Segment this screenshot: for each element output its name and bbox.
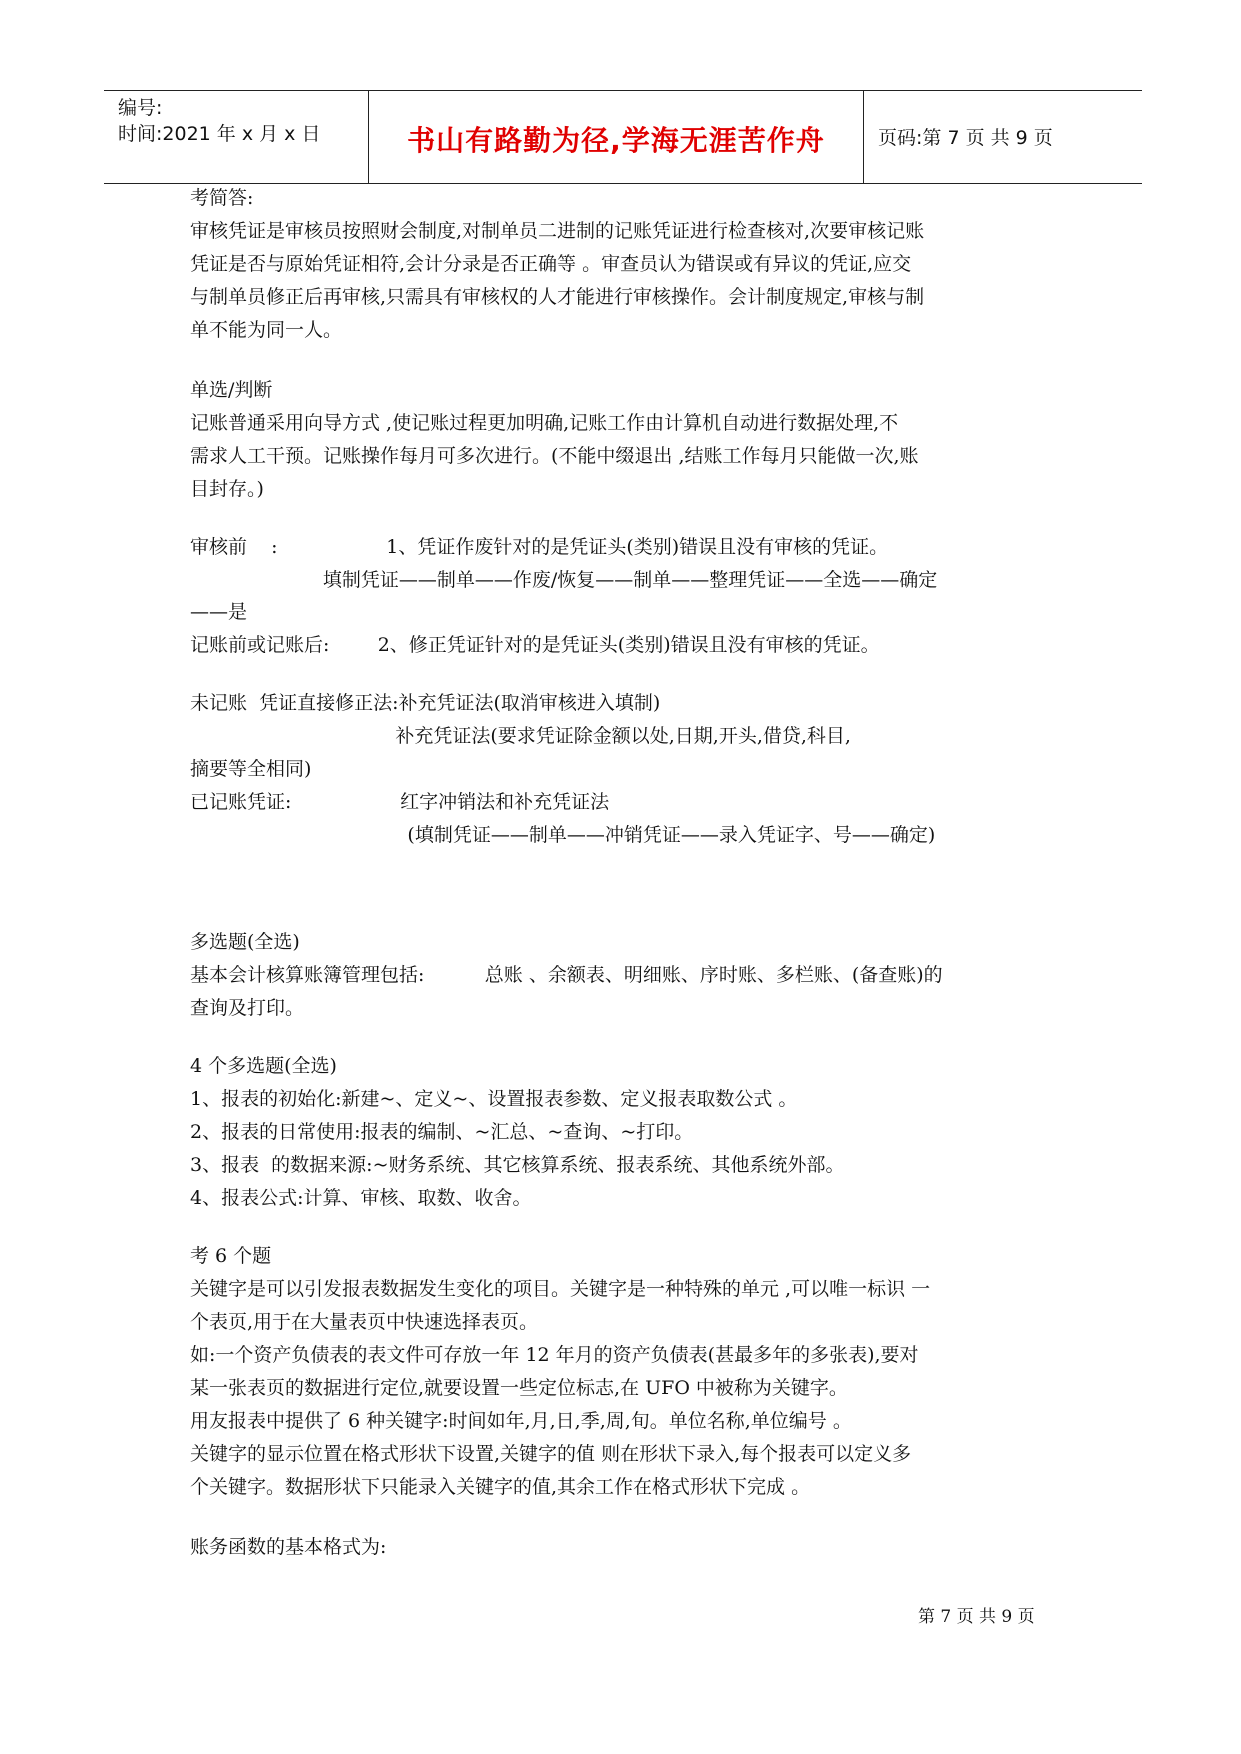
text-line: 单不能为同一人。 <box>190 319 343 341</box>
time-label: 时间:2021 年 x 月 x 日 <box>118 123 321 145</box>
serial-label: 编号: <box>118 97 163 119</box>
text-line: 记账前或记账后: 2、修正凭证针对的是凭证头(类别)错误且没有审核的凭证。 <box>190 634 880 656</box>
header-page-cell <box>864 91 1142 183</box>
text-line: 1、报表的初始化:新建~、定义~、设置报表参数、定义报表取数公式 。 <box>190 1088 798 1110</box>
text-line: 考 6 个题 <box>190 1245 272 1267</box>
text-line: (填制凭证——制单——冲销凭证——录入凭证字、号——确定) <box>190 824 936 846</box>
text-line: 补充凭证法(要求凭证除金额以处,日期,开头,借贷,科目, <box>190 725 851 747</box>
text-line: 个表页,用于在大量表页中快速选择表页。 <box>190 1311 539 1333</box>
text-line: 关键字是可以引发报表数据发生变化的项目。关键字是一种特殊的单元 ,可以唯一标识 一 <box>190 1278 931 1300</box>
text-line: 多选题(全选) <box>190 931 300 953</box>
text-line: 单选/判断 <box>190 379 273 401</box>
page-header <box>104 90 1142 184</box>
text-line: 摘要等全相同) <box>190 758 312 780</box>
text-line: 用友报表中提供了 6 种关键字:时间如年,月,日,季,周,旬。单位名称,单位编号 。 <box>190 1410 852 1432</box>
text-line: 记账普通采用向导方式 ,使记账过程更加明确,记账工作由计算机自动进行数据处理,不 <box>190 412 899 434</box>
text-line: 如:一个资产负债表的表文件可存放一年 12 年月的资产负债表(甚最多年的多张表),要对 <box>190 1344 919 1366</box>
text-line: 凭证是否与原始凭证相符,会计分录是否正确等 。审查员认为错误或有异议的凭证,应交 <box>190 253 912 275</box>
text-line: 与制单员修正后再审核,只需具有审核权的人才能进行审核操作。会计制度规定,审核与制 <box>190 286 925 308</box>
text-line: 考简答: <box>190 187 254 209</box>
text-line: 已记账凭证: 红字冲销法和补充凭证法 <box>190 791 610 813</box>
text-line: 目封存。) <box>190 478 264 500</box>
text-line: ——是 <box>190 601 248 623</box>
page-footer: 第 7 页 共 9 页 <box>918 1607 1035 1627</box>
text-line: 关键字的显示位置在格式形状下设置,关键字的值 则在形状下录入,每个报表可以定义多 <box>190 1443 912 1465</box>
text-line: 审核前 : 1、凭证作废针对的是凭证头(类别)错误且没有审核的凭证。 <box>190 536 889 558</box>
text-line: 某一张表页的数据进行定位,就要设置一些定位标志,在 UFO 中被称为关键字。 <box>190 1377 848 1399</box>
page-label: 页码:第 7 页 共 9 页 <box>878 127 1053 149</box>
text-line: 4 个多选题(全选) <box>190 1055 337 1077</box>
header-meta <box>104 91 369 183</box>
header-motto-cell <box>369 91 864 183</box>
text-line: 审核凭证是审核员按照财会制度,对制单员二进制的记账凭证进行检查核对,次要审核记账 <box>190 220 925 242</box>
text-line: 3、报表 的数据来源:~财务系统、其它核算系统、报表系统、其他系统外部。 <box>190 1154 845 1176</box>
text-line: 基本会计核算账簿管理包括: 总账 、余额表、明细账、序时账、多栏账、(备查账)的 <box>190 964 943 986</box>
motto: 书山有路勤为径,学海无涯苦作舟 <box>407 124 825 157</box>
text-line: 2、报表的日常使用:报表的编制、~汇总、~查询、~打印。 <box>190 1121 694 1143</box>
text-line: 填制凭证——制单——作废/恢复——制单——整理凭证——全选——确定 <box>190 569 938 591</box>
text-line: 账务函数的基本格式为: <box>190 1536 387 1558</box>
text-line: 个关键字。数据形状下只能录入关键字的值,其余工作在格式形状下完成 。 <box>190 1476 811 1498</box>
text-line: 4、报表公式:计算、审核、取数、收舍。 <box>190 1187 532 1209</box>
text-line: 查询及打印。 <box>190 997 305 1019</box>
text-line: 需求人工干预。记账操作每月可多次进行。(不能中缀退出 ,结账工作每月只能做一次,账 <box>190 445 919 467</box>
text-line: 未记账 凭证直接修正法:补充凭证法(取消审核进入填制) <box>190 692 661 714</box>
